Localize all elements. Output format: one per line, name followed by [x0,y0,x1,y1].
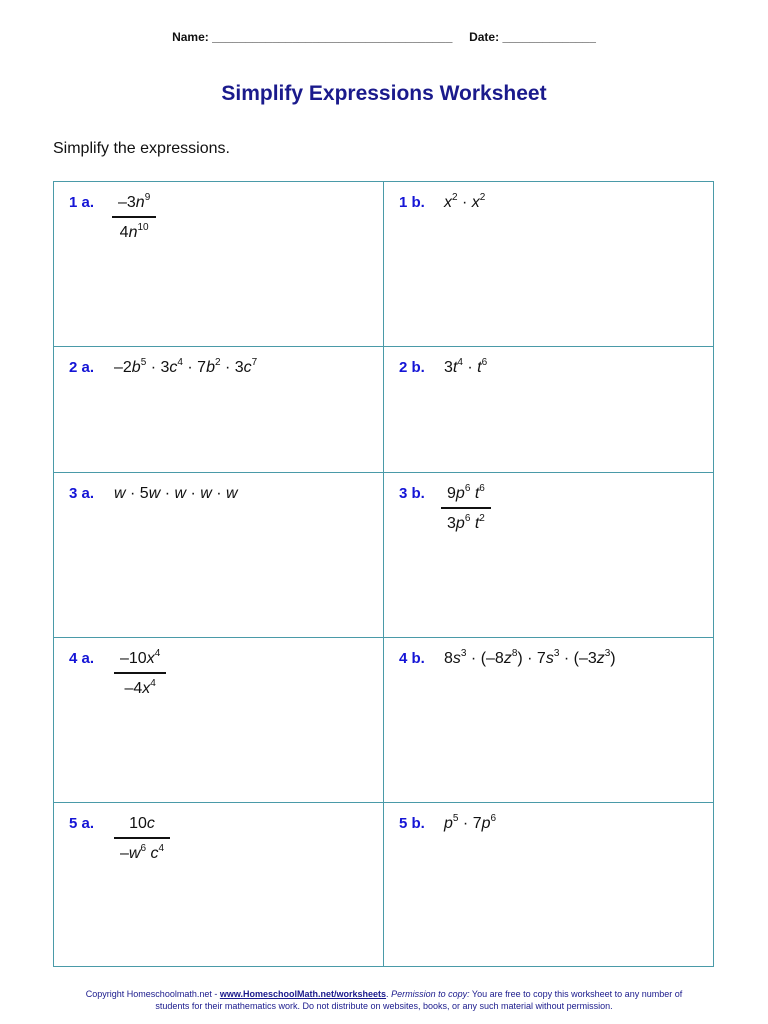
problem-3b-label: 3 b. [399,485,425,502]
problem-4a-cell [54,638,384,803]
problem-5a-denominator: $-w^6$ $c^4$ [120,843,165,862]
problem-2b-cell [384,347,713,473]
problem-5a-fraction [114,815,170,863]
problem-4a-fraction [114,650,166,698]
permission-label: Permission to copy: [391,989,470,999]
problem-grid [53,181,714,967]
problem-1a-numerator: $-3n^9$ [118,192,151,211]
problem-4a-denominator: $-4x^4$ [124,678,156,697]
problem-2a-expression: $-2b^5 \cdot 3c^4 \cdot 7b^2 \cdot 3c^7$ [114,357,258,376]
copyright-prefix: Copyright Homeschoolmath.net - [85,989,220,999]
copyright-footer: Copyright Homeschoolmath.net - www.HomeschoolMath.net/worksheets. Permission to copy: You are free to copy this worksheet to any number of students for their mathematics work. Do not distribute on websites, books, or any such material without permission. [85,989,683,1011]
problem-3b-denominator: $3p^6$ $t^2$ [447,513,485,532]
problem-3a-expression: w · 5w · w · w · w [114,485,238,502]
problem-3b-numerator: $9p^6$ $t^6$ [447,483,485,502]
problem-4b-cell [384,638,713,803]
problem-1a-cell [54,182,384,347]
name-date-line [0,30,768,44]
problem-5a-label: 5 a. [69,815,95,832]
problem-1b-cell [384,182,713,347]
date-label: Date: [469,30,500,44]
permission-text: You are free to copy this worksheet to any number of students for their mathematics work. Do not distribute on websites, books, or any such material without permission. [155,989,683,1011]
problem-2b-expression: $3t^4 \cdot t^6$ [444,357,488,376]
date-blank[interactable]: ______________ [502,30,596,44]
problem-2b-label: 2 b. [399,359,425,376]
problem-1a-fraction [112,194,156,242]
instructions: Simplify the expressions. [53,140,230,157]
problem-4a-label: 4 a. [69,650,95,667]
problem-5a-cell [54,803,384,966]
problem-5a-numerator: 10c [129,815,155,832]
page-title: Simplify Expressions Worksheet [221,82,547,105]
problem-4b-expression: $8s^3 \cdot (-8z^8) \cdot 7s^3 \cdot (-3z^3)$ [444,648,616,667]
problem-5b-expression: $p^5 \cdot 7p^6$ [444,813,497,832]
name-blank[interactable]: ____________________________________ [212,30,453,44]
problem-1b-expression: $x^2 \cdot x^2$ [444,192,486,211]
worksheets-link[interactable]: www.HomeschoolMath.net/worksheets [219,989,387,999]
problem-3a-label: 3 a. [69,485,95,502]
problem-4b-label: 4 b. [399,650,425,667]
problem-1a-label: 1 a. [69,194,95,211]
problem-4a-numerator: $-10x^4$ [120,648,161,667]
problem-3a-cell [54,473,384,638]
name-label: Name: [172,30,209,44]
problem-5b-label: 5 b. [399,815,425,832]
problem-3b-fraction [441,485,491,533]
problem-1a-denominator: $4n^{10}$ [119,222,149,241]
problem-2a-label: 2 a. [69,359,95,376]
problem-5b-cell [384,803,713,966]
problem-1b-label: 1 b. [399,194,425,211]
problem-2a-cell [54,347,384,473]
problem-3b-cell [384,473,713,638]
